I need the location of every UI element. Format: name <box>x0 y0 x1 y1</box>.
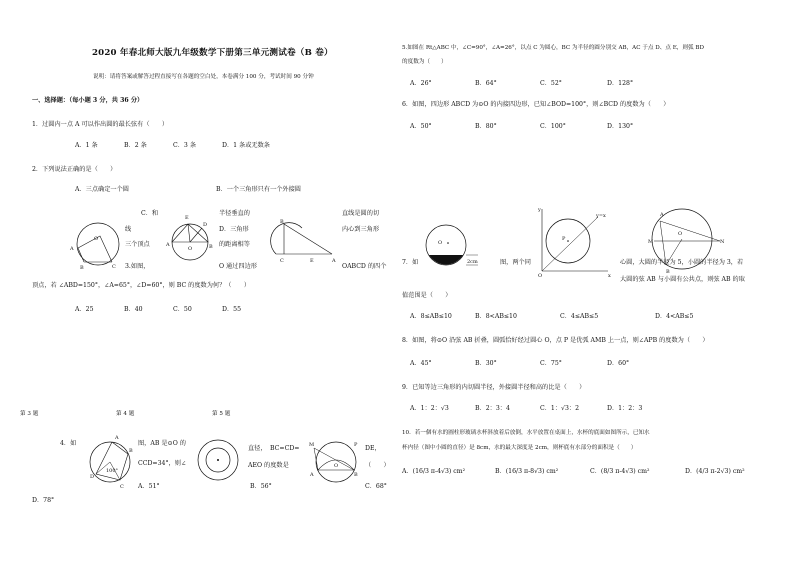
q7-stem-part2: 图，两个同 <box>500 259 531 266</box>
caption-figure-4: 第 4 题 <box>116 411 135 417</box>
fig7-label-p: P <box>562 236 566 242</box>
q6-option-b: B．80° <box>475 123 497 130</box>
q3-stem-part2: O 通过四边形 <box>219 263 257 270</box>
q7-stem-part5: 值范围是（ ） <box>402 292 452 299</box>
page-title: 2020 年春北师大版九年级数学下册第三单元测试卷（B 卷） <box>92 48 333 58</box>
fig8b-label-n: N <box>720 239 725 245</box>
q3-stem-part3: OABCD 的四个 <box>342 263 387 270</box>
q4-stem-part1: 4．如 <box>60 440 77 447</box>
q7-option-b: B．8<AB≤10 <box>475 313 517 320</box>
q6-stem: 6．如图，四边形 ABCD 为⊙O 的内接四边形，已知∠BOD=100°，则∠BCD 的度数为（ ） <box>402 101 670 108</box>
q8-option-d: D．60° <box>607 360 630 367</box>
q3-stem-part1: 3.如图， <box>125 263 150 270</box>
figure-q4-circle <box>160 212 220 264</box>
q9-option-a: A．1：2：√3 <box>410 405 449 412</box>
fig8b-label-b: B <box>666 269 670 275</box>
q5-option-a: A．26° <box>410 80 432 87</box>
fig3-label-o: O <box>94 236 99 242</box>
q2-stem: 2．下列说法正确的是（ ） <box>32 166 117 173</box>
q2-option-c-part4: 线 <box>125 226 132 233</box>
fig6-label-100: 100° <box>106 468 119 474</box>
fig8b-label-m: M <box>648 239 654 245</box>
q2-option-d-part2: 内心到三角形 <box>342 226 380 233</box>
fig8-label-m: M <box>309 442 315 448</box>
q2-option-c-part3: 直线是圆的切 <box>342 210 380 217</box>
fig8-label-a: A <box>310 472 314 478</box>
figure-q8-fold <box>306 436 364 486</box>
q10-option-d: D．(4/3 π-2√3) cm² <box>685 468 745 475</box>
q5-stem-2: 的度数为（ ） <box>402 59 447 65</box>
fig6-label-d: D <box>90 474 95 480</box>
q5-option-d: D．128° <box>607 80 634 87</box>
q5-option-b: B．64° <box>475 80 497 87</box>
q1-stem: 1．过圆内一点 A 可以作出圆的最长弦有（ ） <box>32 121 169 128</box>
q10-option-a: A．(16/3 π-4√3) cm² <box>402 468 466 475</box>
fig5-label-b: B <box>280 219 284 225</box>
q8-stem: 8．如图，将⊙O 沿弦 AB 折叠，圆弧恰好经过圆心 O，点 P 是优弧 AMB 上一点，则∠APB 的度数为（ ） <box>402 337 709 344</box>
q3-option-a: A．25 <box>75 306 94 313</box>
fig4-label-b: B <box>209 244 213 250</box>
fig8b-label-o: O <box>678 231 683 237</box>
fig6-label-c: C <box>120 484 124 490</box>
figure-q10-cup <box>418 223 478 267</box>
figure-q7-concentric-circles <box>196 438 240 482</box>
q9-option-d: D．1：2：3 <box>607 405 643 412</box>
q4-option-b: B．56° <box>250 483 272 490</box>
q4-stem-part7: AEO 的度数是 <box>248 462 289 469</box>
fig7-label-yx: y=x <box>596 213 606 219</box>
fig3-label-c: C <box>112 264 116 270</box>
q7-option-d: D．4<AB≤5 <box>655 313 694 320</box>
q8-option-a: A．45° <box>410 360 432 367</box>
fig6-label-a: A <box>115 435 119 441</box>
section-heading: 一、选择题：（每小题 3 分，共 36 分） <box>32 97 144 104</box>
q9-stem: 9．已知等边三角形的内切圆半径，外接圆半径和高的比是（ ） <box>402 384 586 391</box>
q6-option-c: C．100° <box>540 123 566 130</box>
q9-option-c: C．1：√3：2 <box>540 405 580 412</box>
figure-q7-coordinates <box>532 207 612 279</box>
q4-stem-part6: DE， <box>365 445 381 452</box>
q10-stem: 10．若一個有水的圓柱形玻璃水杯斜放着后放倒，水平放置在桌面上，水杯的底面如图所示，已知水 <box>402 430 650 436</box>
fig4-label-o: O <box>188 246 193 252</box>
figure-q3-circle <box>62 222 142 272</box>
q7-stem-part3: 心圆，大圆的半径为 5，小圆的半径为 3，若 <box>620 259 744 266</box>
fig4-label-a: A <box>166 242 170 248</box>
q9-option-b: B．2：3：4 <box>475 405 510 412</box>
caption-figure-5: 第 5 题 <box>212 411 231 417</box>
q3-option-d: D．55 <box>222 306 242 313</box>
fig8-label-b: B <box>354 472 358 478</box>
q10-option-b: B．(16/3 π-8√3) cm² <box>495 468 559 475</box>
fig8b-label-a: A <box>660 212 664 218</box>
instructions: 说明：请将答案或解答过程直接写在各题的空白处，本卷满分 100 分，考试时间 90 分钟 <box>93 74 314 80</box>
q4-stem-part8: （ ） <box>365 462 390 469</box>
caption-figure-3: 第 3 题 <box>20 411 39 417</box>
fig7-label-x: x <box>608 273 611 279</box>
figure-q5-triangle <box>272 220 342 266</box>
q6-option-d: D．130° <box>607 123 634 130</box>
q2-option-d-part3: 的距离相等 <box>219 241 250 248</box>
fig10-label-2cm: 2cm <box>467 259 478 265</box>
q3-stem-part4: 顶点，若 ∠ABD=150°，∠A=65°，∠D=60°，则 BC 的度数为何？（ ） <box>32 282 251 289</box>
q4-stem-part4: 直径， <box>248 445 267 452</box>
q2-option-c-part1: C．和 <box>141 210 159 217</box>
fig4-label-d: D <box>203 222 208 228</box>
fig8-label-o: O <box>334 463 339 469</box>
q8-option-c: C．75° <box>540 360 562 367</box>
fig3-label-a: A <box>70 246 74 252</box>
q5-stem: 5.如图在 Rt△ABC 中，∠C=90°，∠A=26°，以点 C 为圆心，BC 为半径的圆分别交 AB，AC 于点 D、点 E，则弧 BD <box>402 45 704 51</box>
q1-option-c: C．3 条 <box>173 142 197 149</box>
q3-option-c: C．50 <box>173 306 192 313</box>
fig5-label-c: C <box>280 258 284 264</box>
q6-option-a: A．50° <box>410 123 432 130</box>
q8-option-b: B．30° <box>475 360 497 367</box>
q7-stem-part1: 7．如 <box>402 259 419 266</box>
fig8-label-p: P <box>354 442 358 448</box>
fig7-label-o: O <box>538 273 543 279</box>
q7-option-c: C．4≤AB≤5 <box>560 313 599 320</box>
fig6-label-b: B <box>129 448 133 454</box>
q1-option-a: A．1 条 <box>75 142 98 149</box>
q2-option-c-part2: 半径垂直的 <box>219 210 250 217</box>
q3-option-b: B．40 <box>124 306 143 313</box>
q1-option-d: D．1 条或无数条 <box>222 142 270 149</box>
q10-option-c: C．(8/3 π-4√3) cm² <box>590 468 650 475</box>
q4-stem-part2: 图，AB 是⊙O 的 <box>138 440 186 447</box>
q4-stem-part3: CCD=34°，则∠ <box>138 460 187 467</box>
q2-option-a: A．三点确定一个圆 <box>75 186 129 193</box>
fig4-label-e: E <box>185 215 189 221</box>
q10-stem-2: 杯内径（图中小圆的直径）是 8cm，水的最大深度是 2cm，则杯底有水部分的面积是（ ） <box>402 445 637 451</box>
q1-option-b: B．2 条 <box>124 142 147 149</box>
fig5-label-e: E <box>310 258 314 264</box>
fig10-label-o: O <box>438 240 443 246</box>
fig7-label-y: y <box>538 207 541 213</box>
q4-option-a: A．51° <box>138 483 160 490</box>
q7-option-a: A．8≤AB≤10 <box>410 313 452 320</box>
q2-option-c-part5: 三个顶点 <box>125 241 150 248</box>
q7-stem-part4: 大圆的弦 AB 与小圆有公共点，则弦 AB 的取 <box>620 276 745 283</box>
q2-option-d-part1: D．三角形 <box>219 226 249 233</box>
fig3-label-b: B <box>80 265 84 271</box>
figure-q6-circle <box>86 430 138 492</box>
q5-option-c: C．52° <box>540 80 562 87</box>
q4-stem-part5: BC=CD= <box>270 445 300 452</box>
fig5-label-a: A <box>332 258 336 264</box>
q4-option-c: C．68° <box>365 483 387 490</box>
q4-option-d: D．78° <box>32 497 55 504</box>
q2-option-b: B．一个三角形只有一个外接圆 <box>216 186 301 193</box>
